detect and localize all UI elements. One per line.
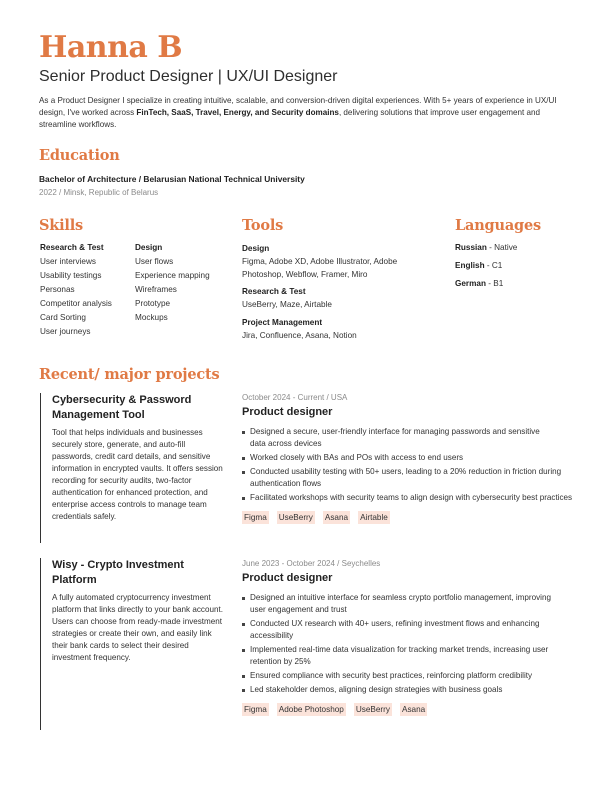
skill-item: Prototype	[135, 299, 171, 308]
tool-tag: UseBerry	[278, 513, 313, 522]
bullet-item: Designed a secure, user-friendly interface for managing passwords and sensitive data across devices	[242, 426, 542, 450]
language-level: - B1	[485, 279, 504, 288]
project-role	[242, 558, 577, 716]
skills-group-research	[40, 241, 112, 339]
bullet-item: Designed an intuitive interface for seamless crypto portfolio management, improving user engagement and trust	[242, 592, 562, 616]
tools-heading: Tools	[242, 217, 284, 234]
bullet-item: Implemented real-time data visualization for tracking market trends, increasing user retention by 25%	[242, 644, 577, 668]
tool-tag: Figma	[244, 705, 267, 714]
project-summary	[40, 558, 226, 730]
candidate-name: Hanna B	[39, 30, 183, 65]
skill-item: Mockups	[135, 313, 168, 322]
language-level: - Native	[486, 243, 518, 252]
education-degree: Bachelor of Architecture / Belarusian National Technical University	[39, 174, 305, 184]
projects-heading: Recent/ major projects	[39, 366, 220, 383]
project-summary	[40, 393, 226, 543]
bullet-item: Conducted usability testing with 50+ users, leading to a 20% reduction in friction during authentication flows	[242, 466, 572, 490]
tool-tag: Airtable	[360, 513, 388, 522]
role-dates-location: June 2023 - October 2024 / Seychelles	[242, 559, 381, 568]
role-bullets	[242, 592, 577, 696]
skill-item: User interviews	[40, 257, 96, 266]
tool-tag: Adobe Photoshop	[278, 705, 344, 714]
language-name: German	[455, 279, 486, 288]
tool-tag: UseBerry	[355, 705, 390, 714]
summary-text-end: , delivering solutions that improve user engagement and streamline workflows.	[39, 108, 541, 129]
skill-item: Wireframes	[135, 285, 177, 294]
languages-list	[455, 242, 517, 296]
project-description: A fully automated cryptocurrency investment platform that links directly to your bank account. Users can choose from ready-made investment strategies or create their own, and easily link their bank cards to select their desired investment frequency.	[52, 593, 223, 662]
summary-domains: FinTech, SaaS, Travel, Energy, and Security domains	[136, 108, 339, 117]
skills-group-design	[135, 241, 210, 325]
project-description: Tool that helps individuals and businesses securely store, generate, and auto-fill passwords, credit card details, and sensitive information in encrypted vaults. It offers session recording for security audits, two-factor authentication for enhanced protection, and enterprise access controls to manage team credentials safely.	[52, 428, 223, 521]
skill-item: Personas	[40, 285, 75, 294]
languages-heading: Languages	[455, 217, 541, 234]
tools-group-value: Jira, Confluence, Asana, Notion	[242, 330, 357, 340]
tools-group-title: Design	[242, 244, 270, 253]
education-heading: Education	[39, 147, 120, 164]
skill-item: Competitor analysis	[40, 299, 112, 308]
tools-list	[242, 242, 442, 346]
tools-group-value: Figma, Adobe XD, Adobe Illustrator, Adobe Photoshop, Webflow, Framer, Miro	[242, 257, 398, 279]
tools-group-value: UseBerry, Maze, Airtable	[242, 300, 332, 309]
tools-group-title: Project Management	[242, 317, 323, 327]
language-name: Russian	[455, 243, 487, 252]
skills-group-title: Research & Test	[40, 243, 104, 252]
bullet-item: Conducted UX research with 40+ users, refining investment flows and enhancing accessibility	[242, 618, 542, 642]
bullet-item: Worked closely with BAs and POs with access to end users	[242, 452, 577, 464]
summary-text: As a Product Designer I specialize in creating intuitive, scalable, and conversion-driven digital experiences. With 5+ years of experience in UX/UI design, I've worked across	[39, 96, 557, 117]
project-name: Wisy - Crypto Investment Platform	[52, 559, 184, 586]
tool-tag: Figma	[244, 513, 267, 522]
skill-item: User flows	[135, 257, 174, 266]
skill-item: Usability testings	[40, 271, 102, 280]
tool-tag: Asana	[401, 705, 426, 714]
bullet-item: Ensured compliance with security best practices, reinforcing platform credibility	[242, 670, 542, 682]
language-item	[455, 242, 517, 260]
project-role	[242, 392, 577, 524]
bullet-item: Led stakeholder demos, aligning design strategies with business goals	[242, 684, 577, 696]
project-name: Cybersecurity & Password Management Tool	[52, 394, 192, 421]
skill-item: Experience mapping	[135, 271, 210, 280]
skill-item: User journeys	[40, 327, 91, 336]
summary	[39, 95, 579, 131]
tools-group-title: Research & Test	[242, 287, 306, 296]
role-title: Product designer	[242, 406, 333, 418]
bullet-item: Facilitated workshops with security teams to align design with cybersecurity best practices	[242, 492, 577, 504]
skill-item: Card Sorting	[40, 313, 86, 322]
language-name: English	[455, 261, 485, 270]
role-title: Product designer	[242, 572, 333, 584]
candidate-title: Senior Product Designer | UX/UI Designer	[39, 68, 338, 85]
language-item	[455, 260, 517, 278]
language-item	[455, 278, 517, 296]
tool-tags	[242, 703, 577, 716]
tool-tag: Asana	[324, 513, 349, 522]
education-meta: 2022 / Minsk, Republic of Belarus	[39, 188, 159, 197]
role-bullets	[242, 426, 577, 504]
skills-group-title: Design	[135, 243, 163, 252]
language-level: - C1	[484, 261, 503, 270]
tool-tags	[242, 511, 577, 524]
skills-heading: Skills	[39, 217, 84, 234]
role-dates-location: October 2024 - Current / USA	[242, 393, 348, 402]
